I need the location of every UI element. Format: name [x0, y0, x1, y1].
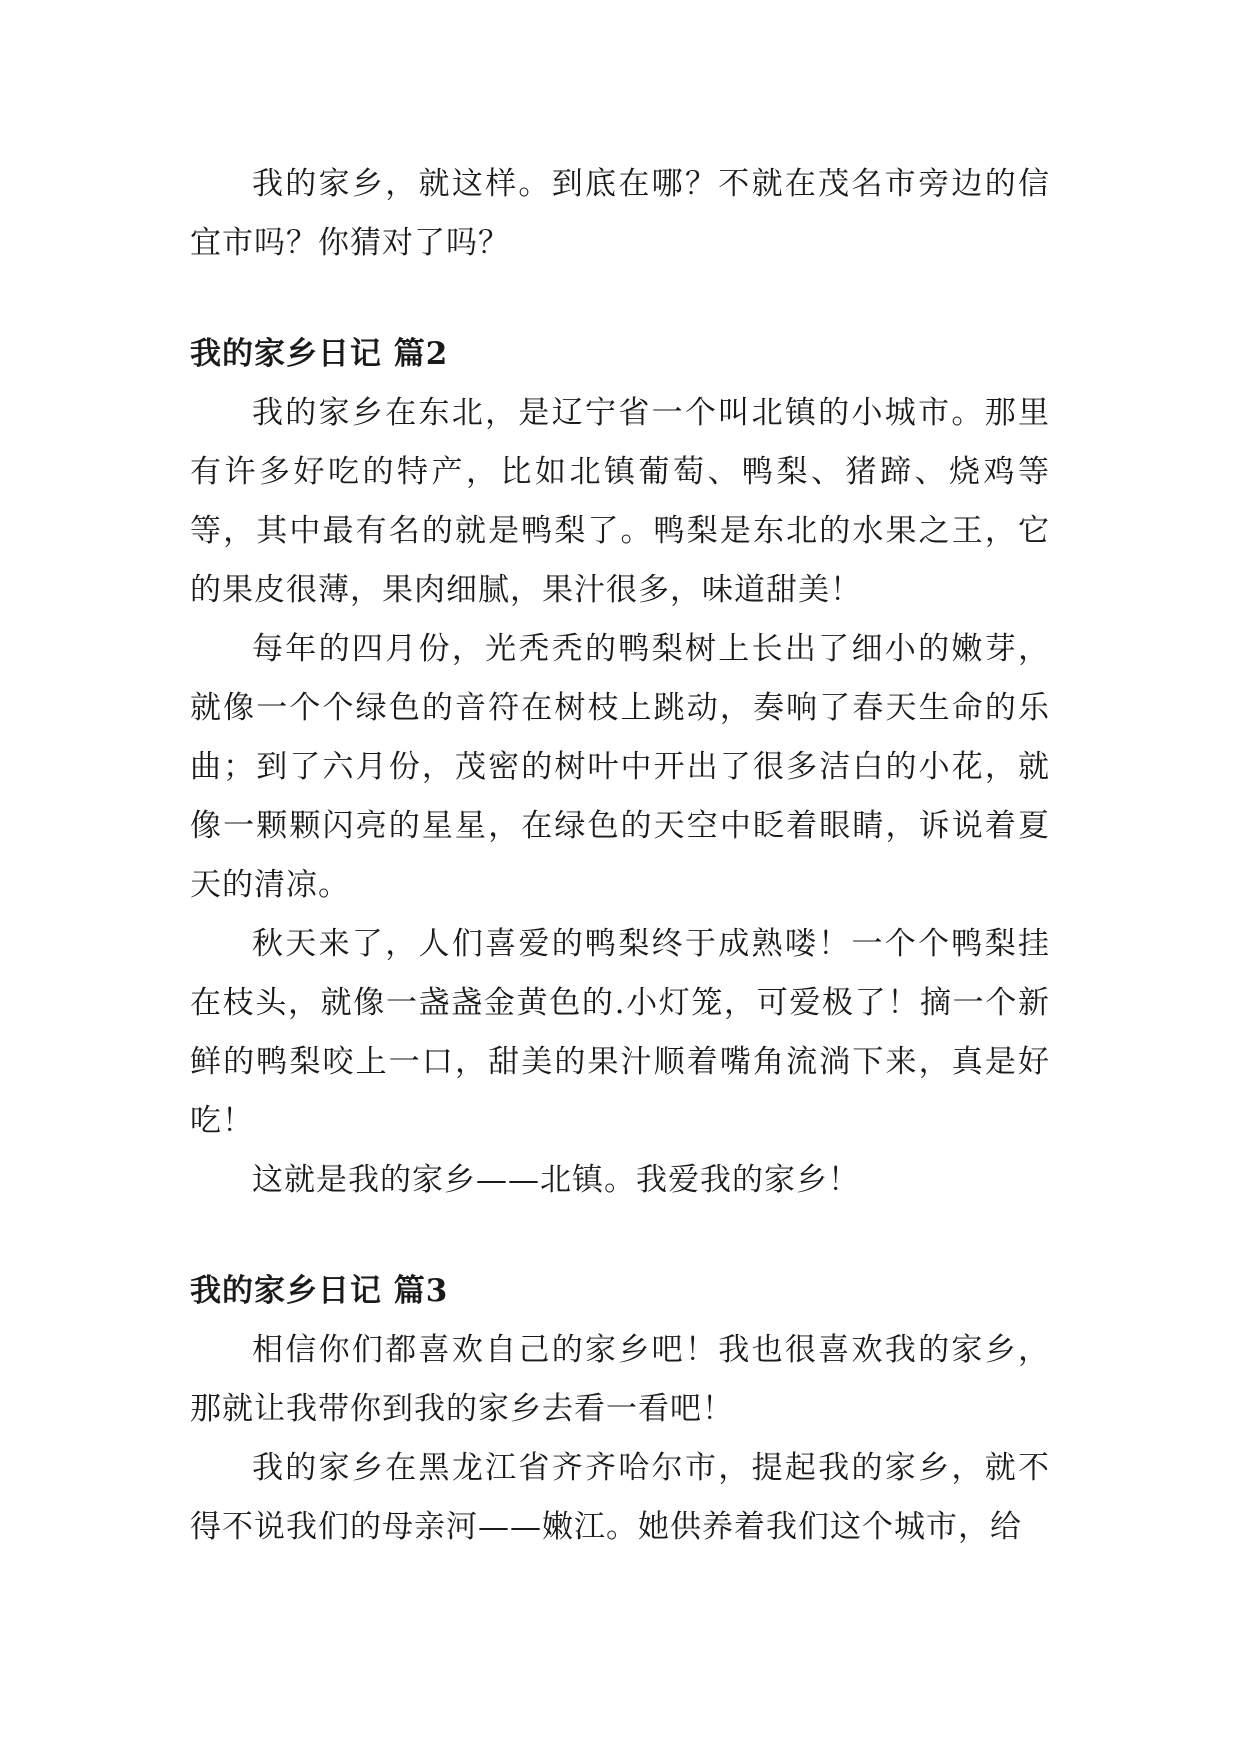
section-heading-3: 我的家乡日记 篇3: [190, 1273, 449, 1309]
paragraph-beizhen-intro: 我的家乡在东北，是辽宁省一个叫北镇的小城市。那里有许多好吃的特产，比如北镇葡萄、鸭梨、猪蹄、烧鸡等等，其中最有名的就是鸭梨了。鸭梨是东北的水果之王，它的果皮很薄，果肉细腻，果汁很多，味道甜美！: [190, 395, 1050, 608]
section-heading-2: 我的家乡日记 篇2: [190, 336, 449, 372]
paragraph-intro-ending: 我的家乡，就这样。到底在哪？不就在茂名市旁边的信宜市吗？你猜对了吗？: [190, 166, 1050, 261]
paragraph-invitation: 相信你们都喜欢自己的家乡吧！我也很喜欢我的家乡，那就让我带你到我的家乡去看一看吧！: [190, 1332, 1050, 1427]
paragraph-pear-seasons: 每年的四月份，光秃秃的鸭梨树上长出了细小的嫩芽，就像一个个绿色的音符在树枝上跳动，奏响了春天生命的乐曲；到了六月份，茂密的树叶中开出了很多洁白的小花，就像一颗颗闪亮的星星，在绿色的天空中眨着眼睛，诉说着夏天的清凉。: [190, 631, 1050, 903]
paragraph-qiqihar: 我的家乡在黑龙江省齐齐哈尔市，提起我的家乡，就不得不说我们的母亲河——嫩江。她供养着我们这个城市，给: [190, 1450, 1050, 1545]
paragraph-beizhen-conclusion: 这就是我的家乡——北镇。我爱我的家乡！: [252, 1162, 860, 1198]
document-body: [190, 155, 1050, 1557]
paragraph-autumn-harvest: 秋天来了，人们喜爱的鸭梨终于成熟喽！一个个鸭梨挂在枝头，就像一盏盏金黄色的.小灯笼，可爱极了！摘一个新鲜的鸭梨咬上一口，甜美的果汁顺着嘴角流淌下来，真是好吃！: [190, 926, 1050, 1139]
